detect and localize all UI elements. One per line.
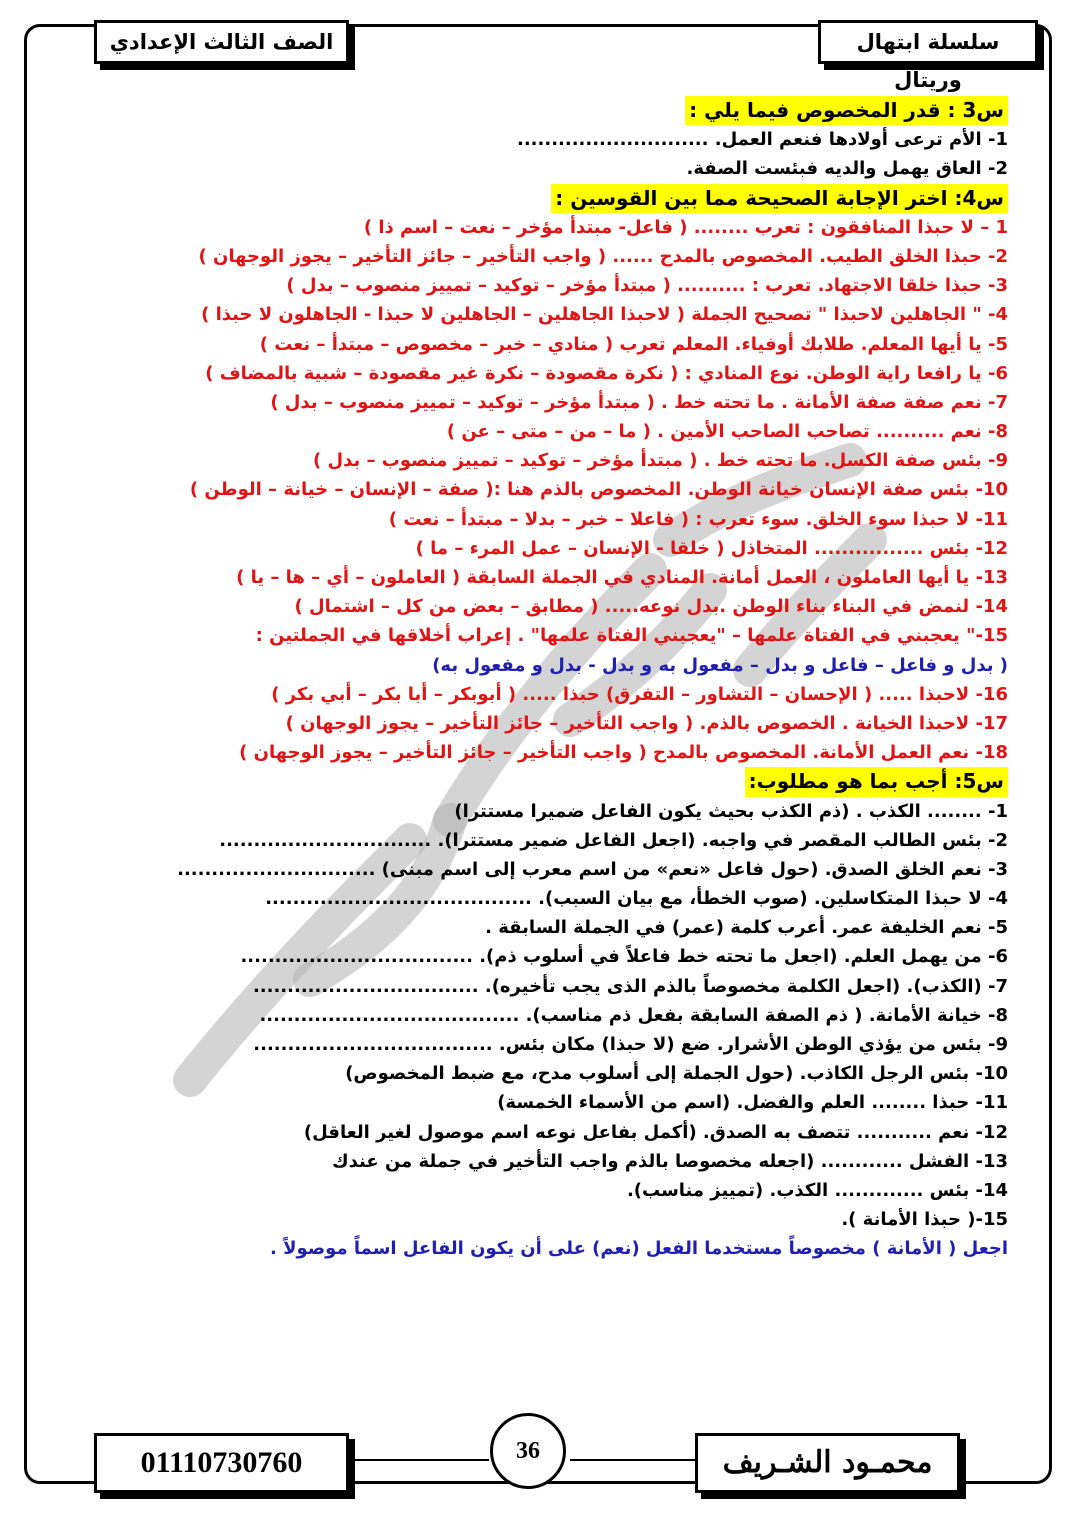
question-line [68, 271, 1008, 300]
section-heading [68, 96, 1008, 125]
author-name-box: محمـود الشـريف [695, 1433, 960, 1493]
line-text: 4- لا حبذا المتكاسلين. (صوب الخطأ، مع بيان السبب). ....................................... [265, 888, 1008, 910]
line-text: س4: اختر الإجابة الصحيحة مما بين القوسين : [551, 184, 1008, 213]
question-line [68, 651, 1008, 680]
line-text: 15-( حبذا الأمانة ). [841, 1209, 1008, 1231]
line-text: 4- " الجاهلين لاحبذا " تصحيح الجملة ( لاحبذا الجاهلين – الجاهلين لا حبذا - الجاهلون لا حبذا ) [201, 304, 1008, 326]
question-line [68, 213, 1008, 242]
question-line [68, 563, 1008, 592]
line-text: 13- يا أيها العاملون ، العمل أمانة. المنادي في الجملة السابقة ( العاملون – أي – ها – يا ) [236, 567, 1008, 588]
line-text: 2- بئس الطالب المقصر في واجبه. (اجعل الفاعل ضمير مستترا). ............................... [219, 829, 1008, 851]
line-text: س3 : قدر المخصوص فيما يلي : [685, 96, 1008, 125]
line-text: 13- الفشل ............ (اجعله مخصوصا بالذم واجب التأخير في جملة من عندك [332, 1150, 1008, 1172]
question-line [68, 1118, 1008, 1147]
line-text: س5: أجب بما هو مطلوب: [745, 767, 1008, 796]
line-text: 16- لاحبذا ..... ( الإحسان – التشاور – التفرق) حبذا ..... ( أبوبكر – أبا بكر – أبي بكر ) [271, 683, 1008, 705]
line-text: 8- خيانة الأمانة. ( ذم الصفة السابقة بفعل ذم مناسب). ...................................... [259, 1004, 1008, 1026]
section-heading [68, 184, 1008, 213]
line-text: 11- حبذا ........ العلم والفضل. (اسم من الأسماء الخمسة) [497, 1092, 1008, 1114]
question-line [68, 855, 1008, 884]
line-text: 5- يا أيها المعلم. طلابك أوفياء. المعلم تعرب ( منادي – خبر – مخصوص – مبتدأ – نعت ) [259, 333, 1008, 355]
line-text: 2- العاق يهمل والديه فبئست الصفة. [686, 158, 1008, 180]
line-text: 18- نعم العمل الأمانة. المخصوص بالمدح ( واجب التأخير – جائز التأخير – يجوز الوجهان ) [239, 742, 1008, 764]
question-line [68, 388, 1008, 417]
question-line [68, 1176, 1008, 1205]
line-text: 14- بئس ............. الكذب. (تمييز مناسب). [626, 1179, 1008, 1201]
question-line [68, 738, 1008, 767]
line-text: 1- ........ الكذب . (ذم الكذب بحيث يكون الفاعل ضميرا مستترا) [454, 800, 1008, 822]
line-text: 7- (الكذب). (اجعل الكلمة مخصوصاً بالذم الذى يجب تأخيره). ................................. [252, 975, 1008, 997]
line-text: 15-" يعجبني في الفتاة علمها – "يعجبني الفتاة علمها" . إعراب أخلاقها في الجملتين : [255, 625, 1008, 647]
line-text: 6- يا رافعا راية الوطن. نوع المنادي : ( نكرة مقصودة – نكرة غير مقصودة – شبية بالمضاف ) [205, 362, 1008, 384]
phone-number-box: 01110730760 [94, 1433, 349, 1493]
line-text: 1- الأم ترعى أولادها فنعم العمل. ............................ [517, 129, 1008, 151]
page-number: 36 [490, 1413, 566, 1489]
line-text: 3- حبذا خلقا الاجتهاد. تعرب : .......... ( مبتدأ مؤخر – توكيد – تمييز منصوب – بدل ) [286, 275, 1008, 297]
line-text: 9- بئس صفة الكسل. ما تحته خط . ( مبتدأ مؤخر – توكيد – تمييز منصوب – بدل ) [312, 450, 1008, 472]
question-line [68, 154, 1008, 183]
worksheet-content [68, 96, 1008, 1264]
question-line [68, 300, 1008, 329]
question-line [68, 446, 1008, 475]
question-line [68, 826, 1008, 855]
question-line [68, 330, 1008, 359]
line-text: 17- لاحبذا الخيانة . الخصوص بالذم. ( واجب التأخير – جائز التأخير – يجوز الوجهان ) [285, 712, 1008, 734]
line-text: 14- لنمض في البناء بناء الوطن .بدل نوعه..... ( مطابق – بعض من كل – اشتمال ) [294, 596, 1008, 618]
line-text: 12- بئس ................ المتخاذل ( خلقا - الإنسان – عمل المرء – ما ) [415, 537, 1008, 559]
question-line [68, 1001, 1008, 1030]
question-line [68, 1205, 1008, 1234]
line-text: 10- بئس الرجل الكاذب. (حول الجملة إلى أسلوب مدح، مع ضبط المخصوص) [345, 1063, 1008, 1085]
question-line [68, 621, 1008, 650]
line-text: 3- نعم الخلق الصدق. (حول فاعل «نعم» من اسم معرب إلى اسم مبنى) ............................. [177, 858, 1008, 880]
grade-title-box: الصف الثالث الإعدادي [94, 20, 349, 64]
line-text: 10- بئس صفة الإنسان خيانة الوطن. المخصوص بالذم هنا :( صفة – الإنسان – خيانة – الوطن ) [189, 479, 1008, 501]
question-line [68, 797, 1008, 826]
question-line [68, 242, 1008, 271]
question-line [68, 884, 1008, 913]
line-text: 6- من يهمل العلم. (اجعل ما تحته خط فاعلاً في أسلوب ذم). .................................. [240, 946, 1008, 968]
question-line [68, 680, 1008, 709]
footer-rule-left [349, 1459, 489, 1461]
line-text: 7- نعم صفة صفة الأمانة . ما تحته خط . ( مبتدأ مؤخر – توكيد – تمييز منصوب – بدل ) [270, 391, 1008, 413]
line-text: ( بدل و فاعل – فاعل و بدل – مفعول به و بدل - بدل و مفعول به) [432, 654, 1008, 676]
line-text: 8- نعم .......... تصاحب الصاحب الأمين . ( ما – من – متى – عن ) [446, 421, 1008, 443]
question-line [68, 1059, 1008, 1088]
question-line [68, 1030, 1008, 1059]
question-line [68, 417, 1008, 446]
footer-rule-right [570, 1459, 698, 1461]
line-text: اجعل ( الأمانة ) مخصوصاً مستخدما الفعل (نعم) على أن يكون الفاعل اسماً موصولاً . [270, 1238, 1008, 1260]
question-line [68, 913, 1008, 942]
line-text: 1 – لا حبذا المنافقون : تعرب ........ ( فاعل- مبتدأ مؤخر – نعت – اسم ذا ) [363, 216, 1008, 238]
question-line [68, 942, 1008, 971]
question-line [68, 972, 1008, 1001]
question-line [68, 709, 1008, 738]
question-line [68, 592, 1008, 621]
line-text: 5- نعم الخليفة عمر. أعرب كلمة (عمر) في الجملة السابقة . [485, 917, 1008, 939]
question-line [68, 125, 1008, 154]
question-line [68, 1088, 1008, 1117]
line-text: 9- بئس من يؤذي الوطن الأشرار. ضع (لا حبذا) مكان بئس. ................................... [253, 1034, 1008, 1055]
question-line [68, 1234, 1008, 1263]
question-line [68, 475, 1008, 504]
question-line [68, 1147, 1008, 1176]
line-text: 2- حبذا الخلق الطيب. المخصوص بالمدح ...... ( واجب التأخير – جائز التأخير – يجوز الوجهان ) [198, 245, 1008, 267]
question-line [68, 505, 1008, 534]
line-text: 11- لا حبذا سوء الخلق. سوء تعرب : ( فاعلا – خبر – بدلا – مبتدأ – نعت ) [388, 508, 1008, 530]
question-line [68, 534, 1008, 563]
series-title-box: سلسلة ابتهال وريتال [818, 20, 1038, 64]
section-heading [68, 767, 1008, 796]
line-text: 12- نعم ........... تتصف به الصدق. (أكمل بفاعل نوعه اسم موصول لغير العاقل) [303, 1121, 1008, 1143]
question-line [68, 359, 1008, 388]
